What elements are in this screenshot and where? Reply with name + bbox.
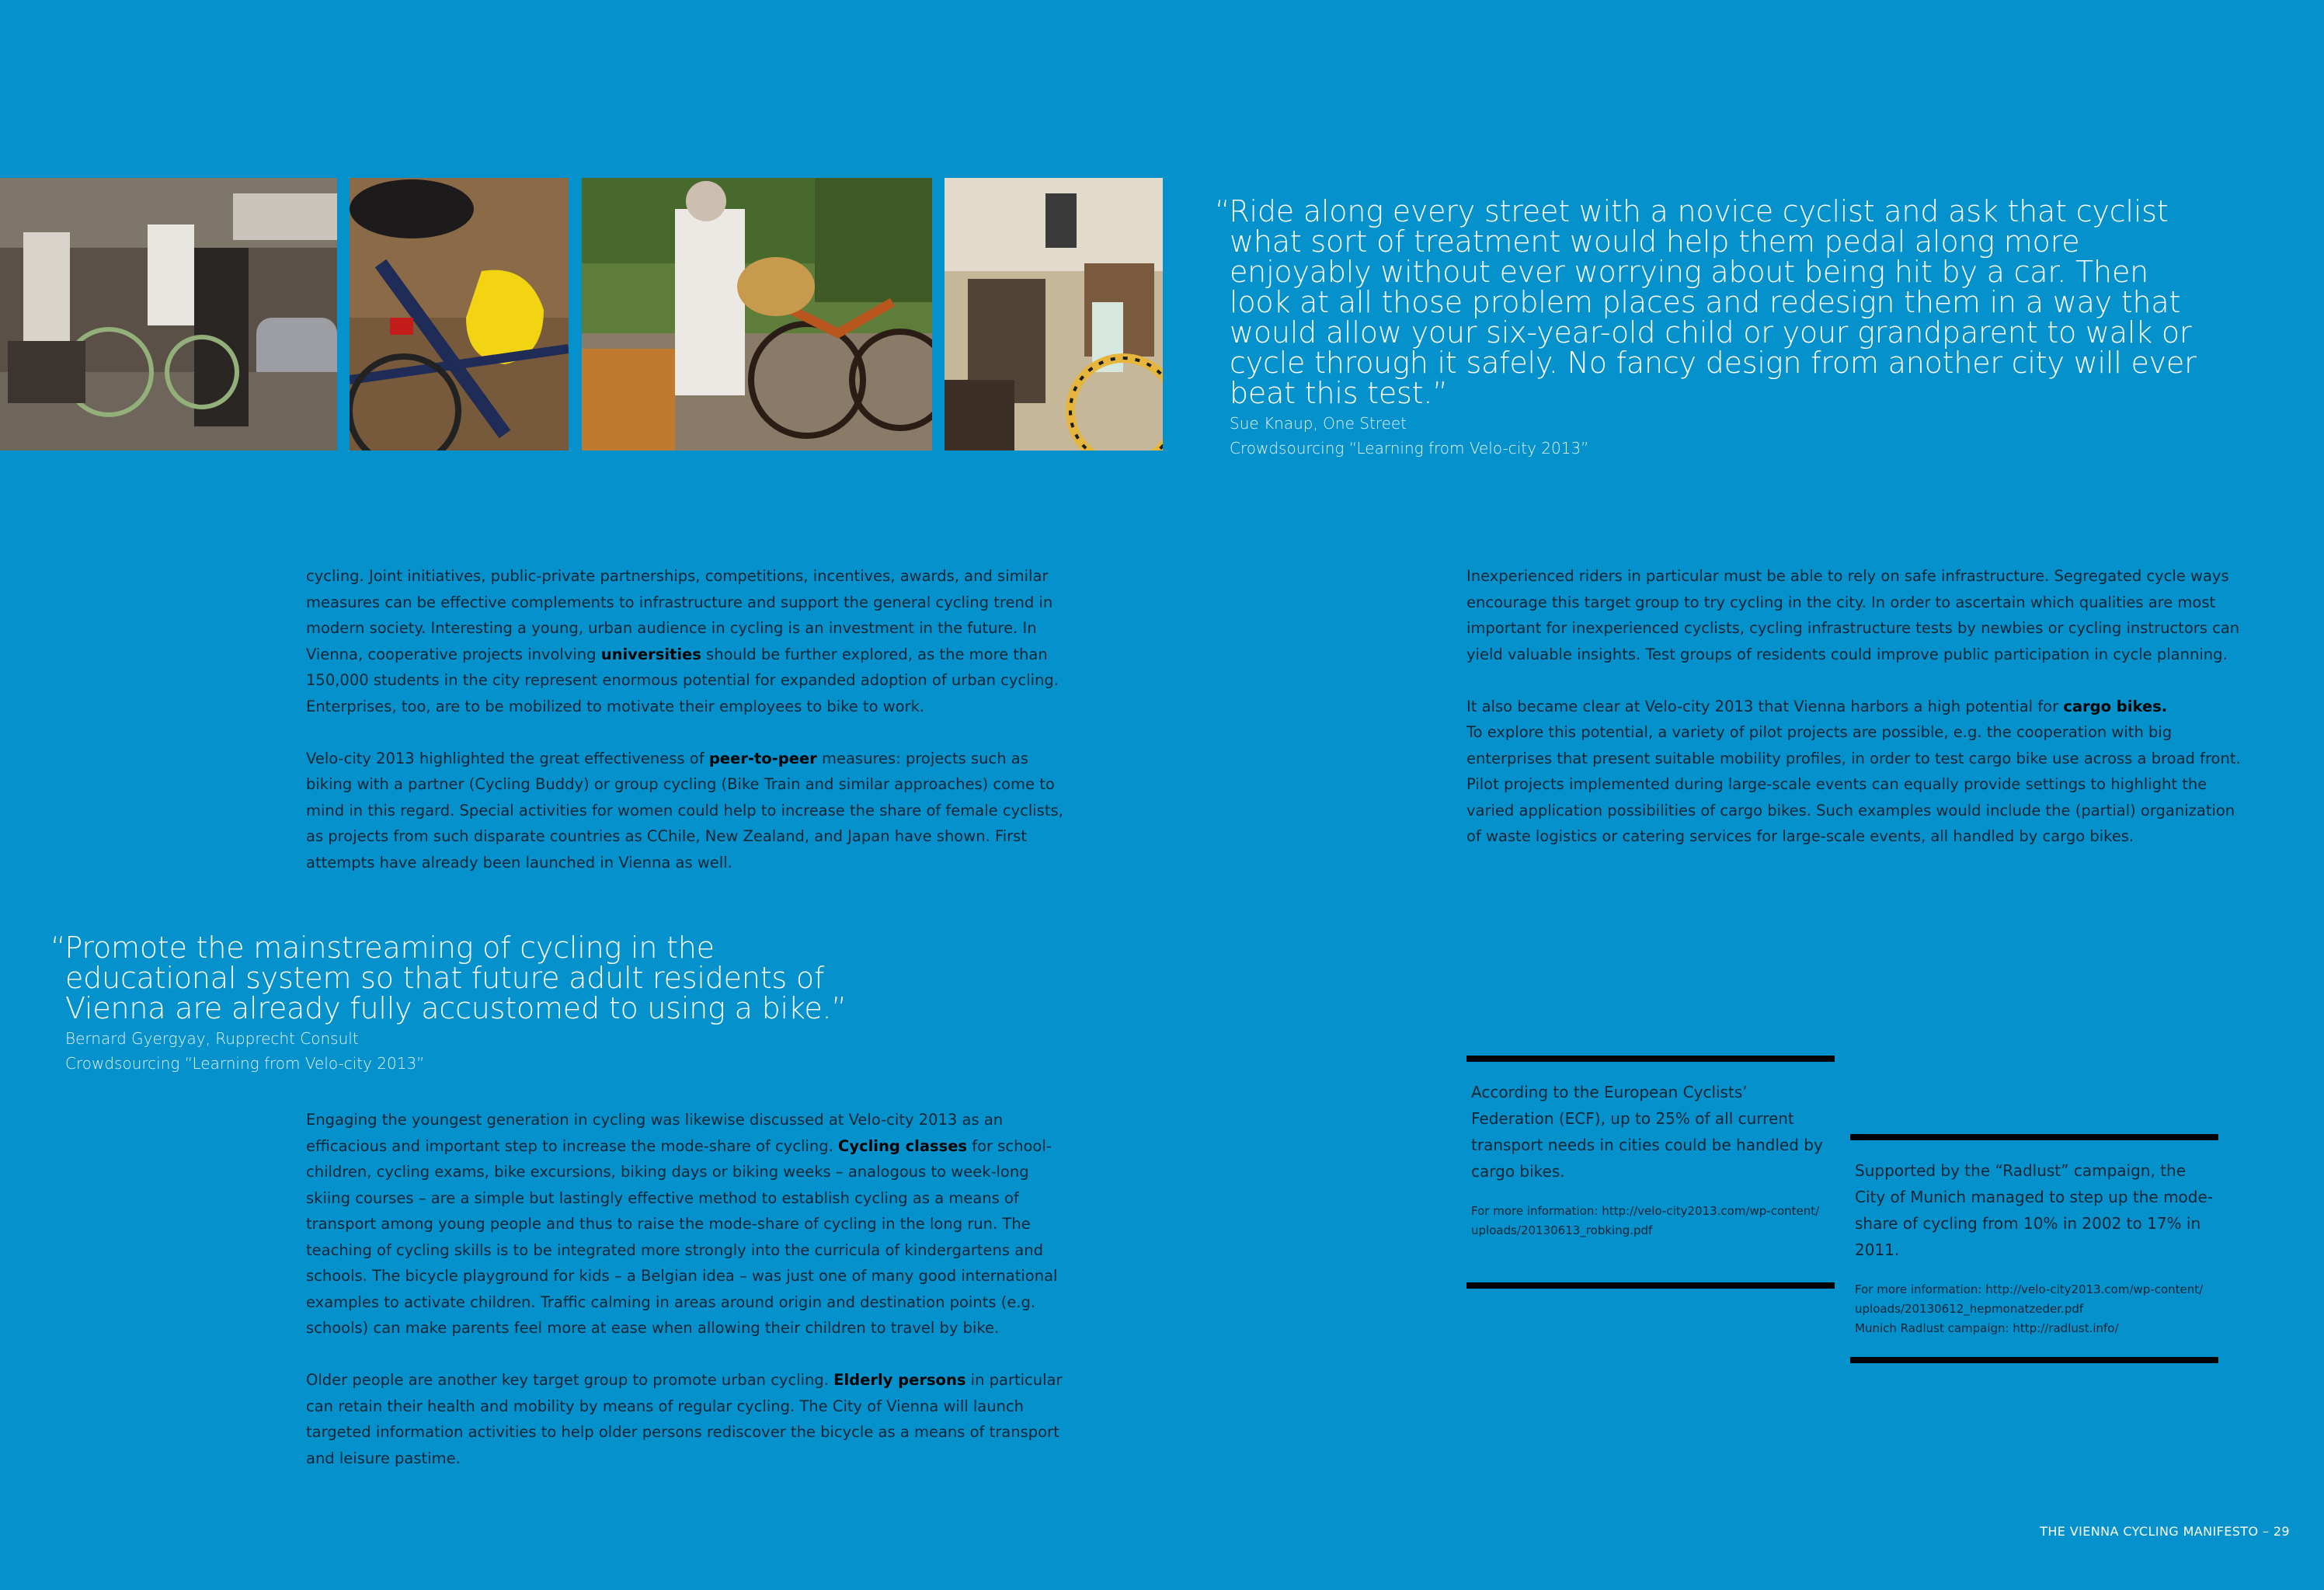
paragraph-peer-to-peer: Velo-city 2013 highlighted the great effectiveness of peer-to-peer measures: projects such as biking with a partner (Cycling Buddy) or group cycling (Bike Train and similar approaches) come to mind in this regard. Special activities for women could help to increase the share of female cyclists, as projects from such disparate countries as CChile, New Zealand, and Japan have shown. First attempts have already been launched in Vienna as well. <box>306 749 1063 872</box>
highlight-peer-to-peer: peer-to-peer <box>708 749 817 767</box>
quote-top-text: “Ride along every street with a novice cyclist and ask that cyclist what sort of treatment would help them pedal along more enjoyably without ever worrying about being hit by a car. Then look at all those problem places and redesign them in a way that would allow your six-year-old child or your grandparent to walk or cycle through it safely. No fancy design from another city will ever beat this test.” <box>1215 194 2197 410</box>
quote-top-author: Sue Knaup, One Street <box>1230 414 1407 433</box>
photo-bike-repair <box>0 178 337 451</box>
highlight-elderly-persons: Elderly persons <box>833 1371 966 1389</box>
paragraph-elderly: Older people are another key target group to promote urban cycling. Elderly persons in particular can retain their health and mobility by means of regular cycling. The City of Vienna will launch targeted information activities to help older persons rediscover the bicycle as a means of transport and leisure pastime. <box>306 1371 1063 1467</box>
box-rule-bottom <box>1466 1282 1835 1289</box>
quote-left <box>50 933 889 1076</box>
highlight-universities: universities <box>600 645 701 663</box>
quote-top <box>1215 194 2217 461</box>
highlight-cargo-bikes: cargo bikes. <box>2063 697 2168 715</box>
box-radlust-text: Supported by the “Radlust” campaign, the City of Munich managed to step up the mode-share of cycling from 10% in 2002 to 17% in 2011. <box>1855 1161 2214 1259</box>
quote-top-source: Crowdsourcing “Learning from Velo-city 2013” <box>1230 439 1589 458</box>
info-box-radlust <box>1850 1134 2218 1363</box>
highlight-cycling-classes: Cycling classes <box>838 1136 968 1155</box>
photo-cafe-bike <box>945 178 1163 451</box>
page-footer: THE VIENNA CYCLING MANIFESTO – 29 <box>2040 1524 2290 1539</box>
photo-market-cyclist <box>582 178 932 451</box>
box-ecf-info-line1: For more information: http://velo-city2013.com/wp-content/ <box>1471 1204 1820 1218</box>
paragraph-cycling-classes: Engaging the youngest generation in cycling was likewise discussed at Velo-city 2013 as an efficacious and important step to increase the mode-share of cycling. Cycling classes for school-children, cycling exams, bike excursions, biking days or biking weeks – analogous to week-long skiing courses – are a simple but lastingly effective method to establish cycling as a means of transport among young people and thus to raise the mode-share of cycling in the long run. The teaching of cycling skills is to be integrated more strongly into the curricula of kindergartens and schools. The bicycle playground for kids – a Belgian idea – was just one of many good international examples to activate children. Traffic calming in areas around origin and destination points (e.g. schools) can make parents feel more at ease when allowing their children to travel by bike. <box>306 1111 1058 1337</box>
quote-left-author: Bernard Gyergyay, Rupprecht Consult <box>65 1029 359 1048</box>
box-radlust-info-line1: For more information: http://velo-city2013.com/wp-content/ <box>1855 1282 2204 1296</box>
paragraph-cargo-bikes: It also became clear at Velo-city 2013 that Vienna harbors a high potential for cargo bikes. To explore this potential, a variety of pilot projects are possible, e.g. the cooperation with big enterprises that present suitable mobility profiles, in order to test cargo bike use across a broad front. Pilot projects implemented during large-scale events can equally provide settings to highlight the varied application possibilities of cargo bikes. Such examples would include the (partial) organization of waste logistics or catering services for large-scale events, all handled by cargo bikes. <box>1466 697 2241 845</box>
left-column-bottom <box>306 1107 1067 1498</box>
photo-bike-saddle <box>350 178 569 451</box>
box-ecf-text: According to the European Cyclists’ Federation (ECF), up to 25% of all current transport needs in cities could be handled by cargo bikes. <box>1471 1083 1823 1181</box>
box-rule-bottom <box>1850 1357 2218 1363</box>
right-column <box>1466 563 2243 875</box>
box-radlust-info-line3: Munich Radlust campaign: http://radlust.info/ <box>1855 1321 2119 1335</box>
paragraph-universities: cycling. Joint initiatives, public-private partnerships, competitions, incentives, awards, and similar measures can be effective complements to infrastructure and support the general cycling trend in modern society. Interesting a young, urban audience in cycling is an investment in the future. In Vienna, cooperative projects involving universities should be further explored, as the more than 150,000 students in the city represent enormous potential for expanded adoption of urban cycling. Enterprises, too, are to be mobilized to motivate their employees to bike to work. <box>306 567 1059 715</box>
quote-left-source: Crowdsourcing “Learning from Velo-city 2013” <box>65 1054 425 1073</box>
box-radlust-info-line2: uploads/20130612_hepmonatzeder.pdf <box>1855 1302 2084 1316</box>
info-box-ecf <box>1466 1056 1835 1289</box>
box-rule-top <box>1850 1134 2218 1140</box>
quote-left-text: “Promote the mainstreaming of cycling in the educational system so that future adult residents of Vienna are already fully accustomed to using a bike.” <box>50 931 847 1025</box>
left-column-top <box>306 563 1067 902</box>
box-rule-top <box>1466 1056 1835 1062</box>
box-ecf-info-line2: uploads/20130613_robking.pdf <box>1471 1223 1653 1237</box>
paragraph-inexperienced-riders: Inexperienced riders in particular must be able to rely on safe infrastructure. Segregated cycle ways encourage this target group to try cycling in the city. In order to ascertain which qualities are most important for inexperienced cyclists, cycling infrastructure tests by newbies or cycling instructors can yield valuable insights. Test groups of residents could improve public participation in cycle planning. <box>1466 567 2240 663</box>
